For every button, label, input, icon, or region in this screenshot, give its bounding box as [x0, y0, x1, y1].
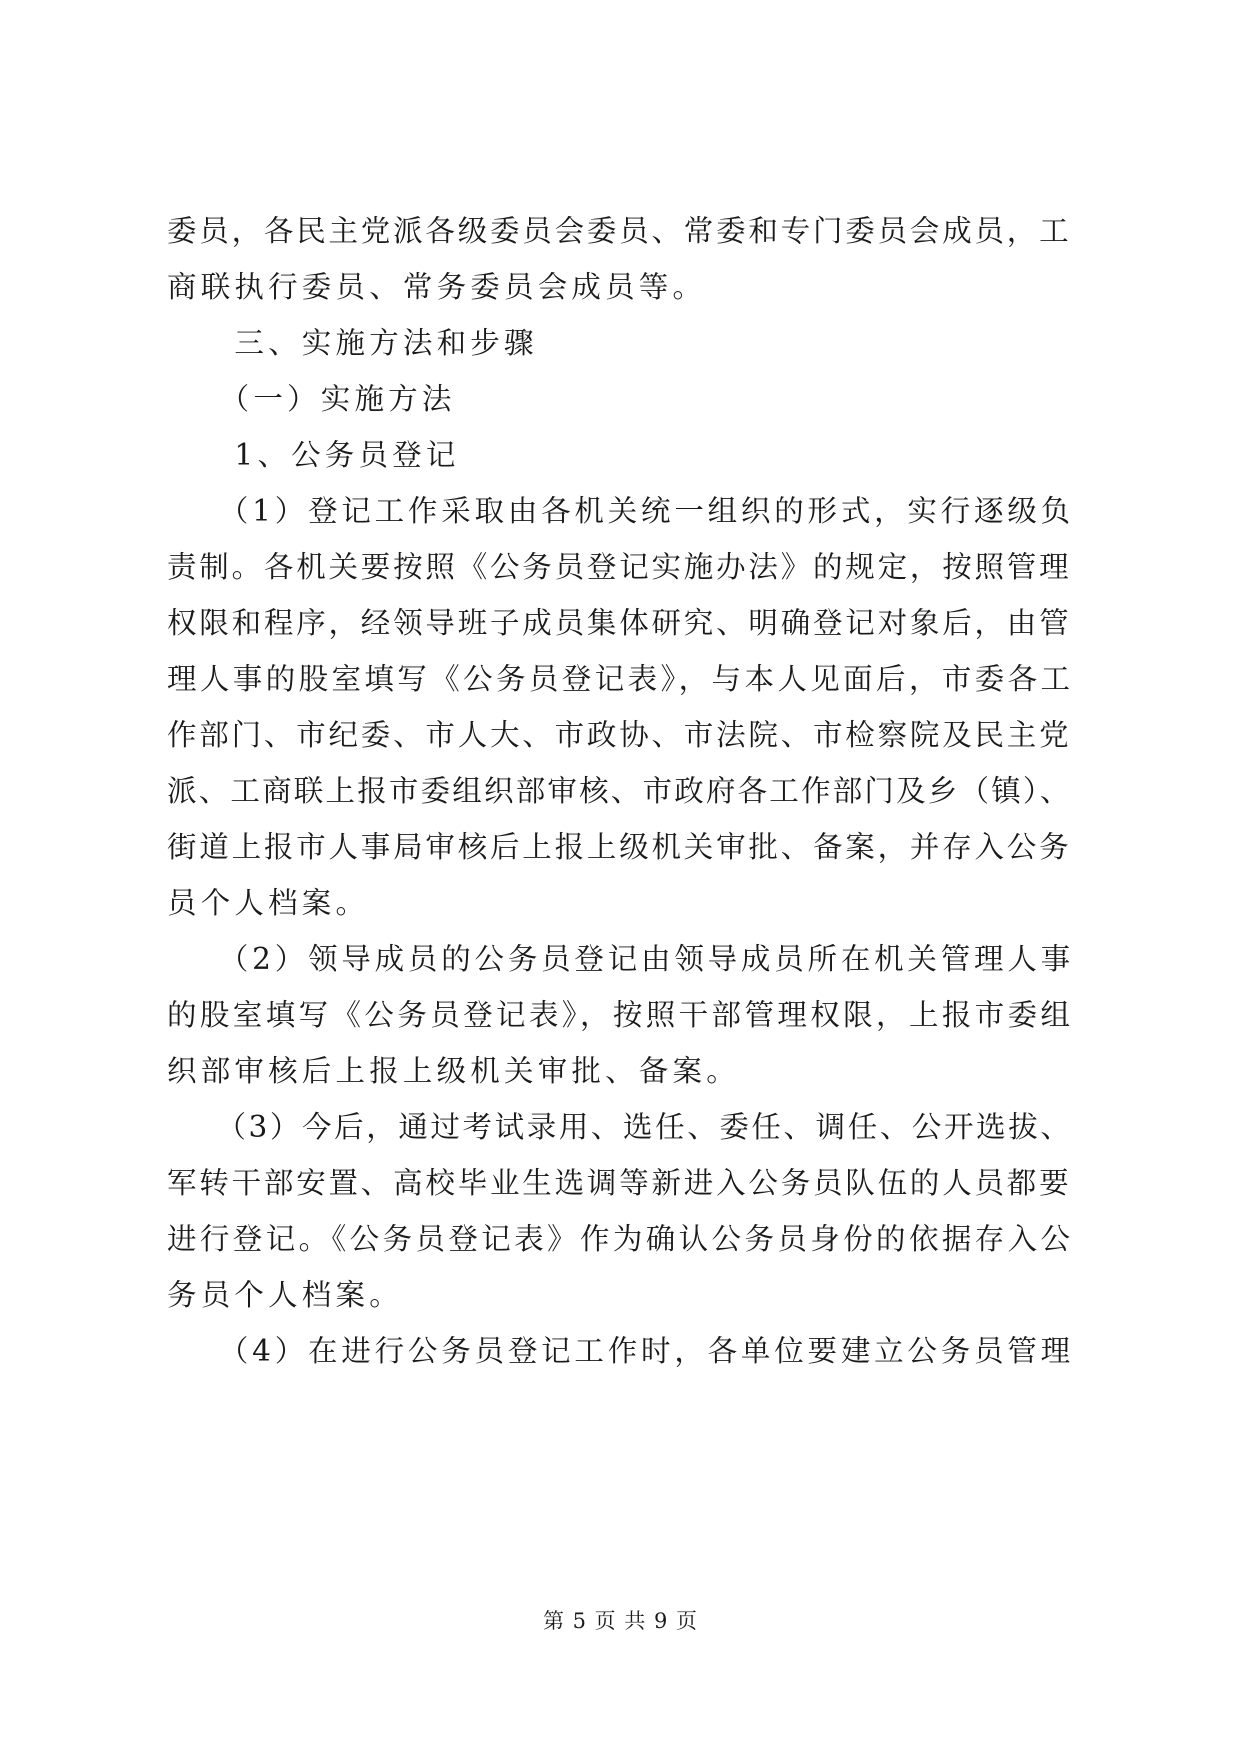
body-text-line: 作部门、市纪委、市人大、市政协、市法院、市检察院及民主党 — [167, 718, 1072, 752]
body-text-line: 委员，各民主党派各级委员会委员、常委和专门委员会成员，工 — [167, 214, 1072, 248]
body-text-line: （4）在进行公务员登记工作时，各单位要建立公务员管理 — [167, 1334, 1074, 1368]
body-text-line: 的股室填写《公务员登记表》，按照干部管理权限，上报市委组 — [167, 998, 1074, 1032]
body-text-line: 商联执行委员、常务委员会成员等。 — [167, 270, 707, 304]
body-text-line: 街道上报市人事局审核后上报上级机关审批、备案，并存入公务 — [167, 830, 1072, 864]
page-number-footer: 第 5 页 共 9 页 — [542, 1609, 699, 1633]
body-text-line: 权限和程序，经领导班子成员集体研究、明确登记对象后，由管 — [167, 606, 1072, 640]
body-text-line: 务员个人档案。 — [167, 1278, 403, 1312]
section-heading: 三、实施方法和步骤 — [167, 326, 538, 360]
body-text-line: 责制。各机关要按照《公务员登记实施办法》的规定，按照管理 — [167, 550, 1072, 584]
body-text-line: 织部审核后上报上级机关审批、备案。 — [167, 1054, 740, 1088]
body-text-line: 军转干部安置、高校毕业生选调等新进入公务员队伍的人员都要 — [167, 1166, 1072, 1200]
body-text-line: 派、工商联上报市委组织部审核、市政府各工作部门及乡（镇）、 — [167, 774, 1072, 808]
body-text-line: 进行登记。《公务员登记表》作为确认公务员身份的依据存入公 — [167, 1222, 1074, 1256]
body-text-line: 员个人档案。 — [167, 886, 370, 920]
body-text-line: （2）领导成员的公务员登记由领导成员所在机关管理人事 — [167, 942, 1074, 976]
item-heading: 1、公务员登记 — [167, 438, 460, 472]
body-text-line: （3）今后，通过考试录用、选任、委任、调任、公开选拔、 — [167, 1110, 1073, 1144]
body-text-line: （1）登记工作采取由各机关统一组织的形式，实行逐级负 — [167, 494, 1074, 528]
body-text-line: 理人事的股室填写《公务员登记表》，与本人见面后，市委各工 — [167, 662, 1074, 696]
subsection-heading: （一）实施方法 — [167, 382, 456, 416]
